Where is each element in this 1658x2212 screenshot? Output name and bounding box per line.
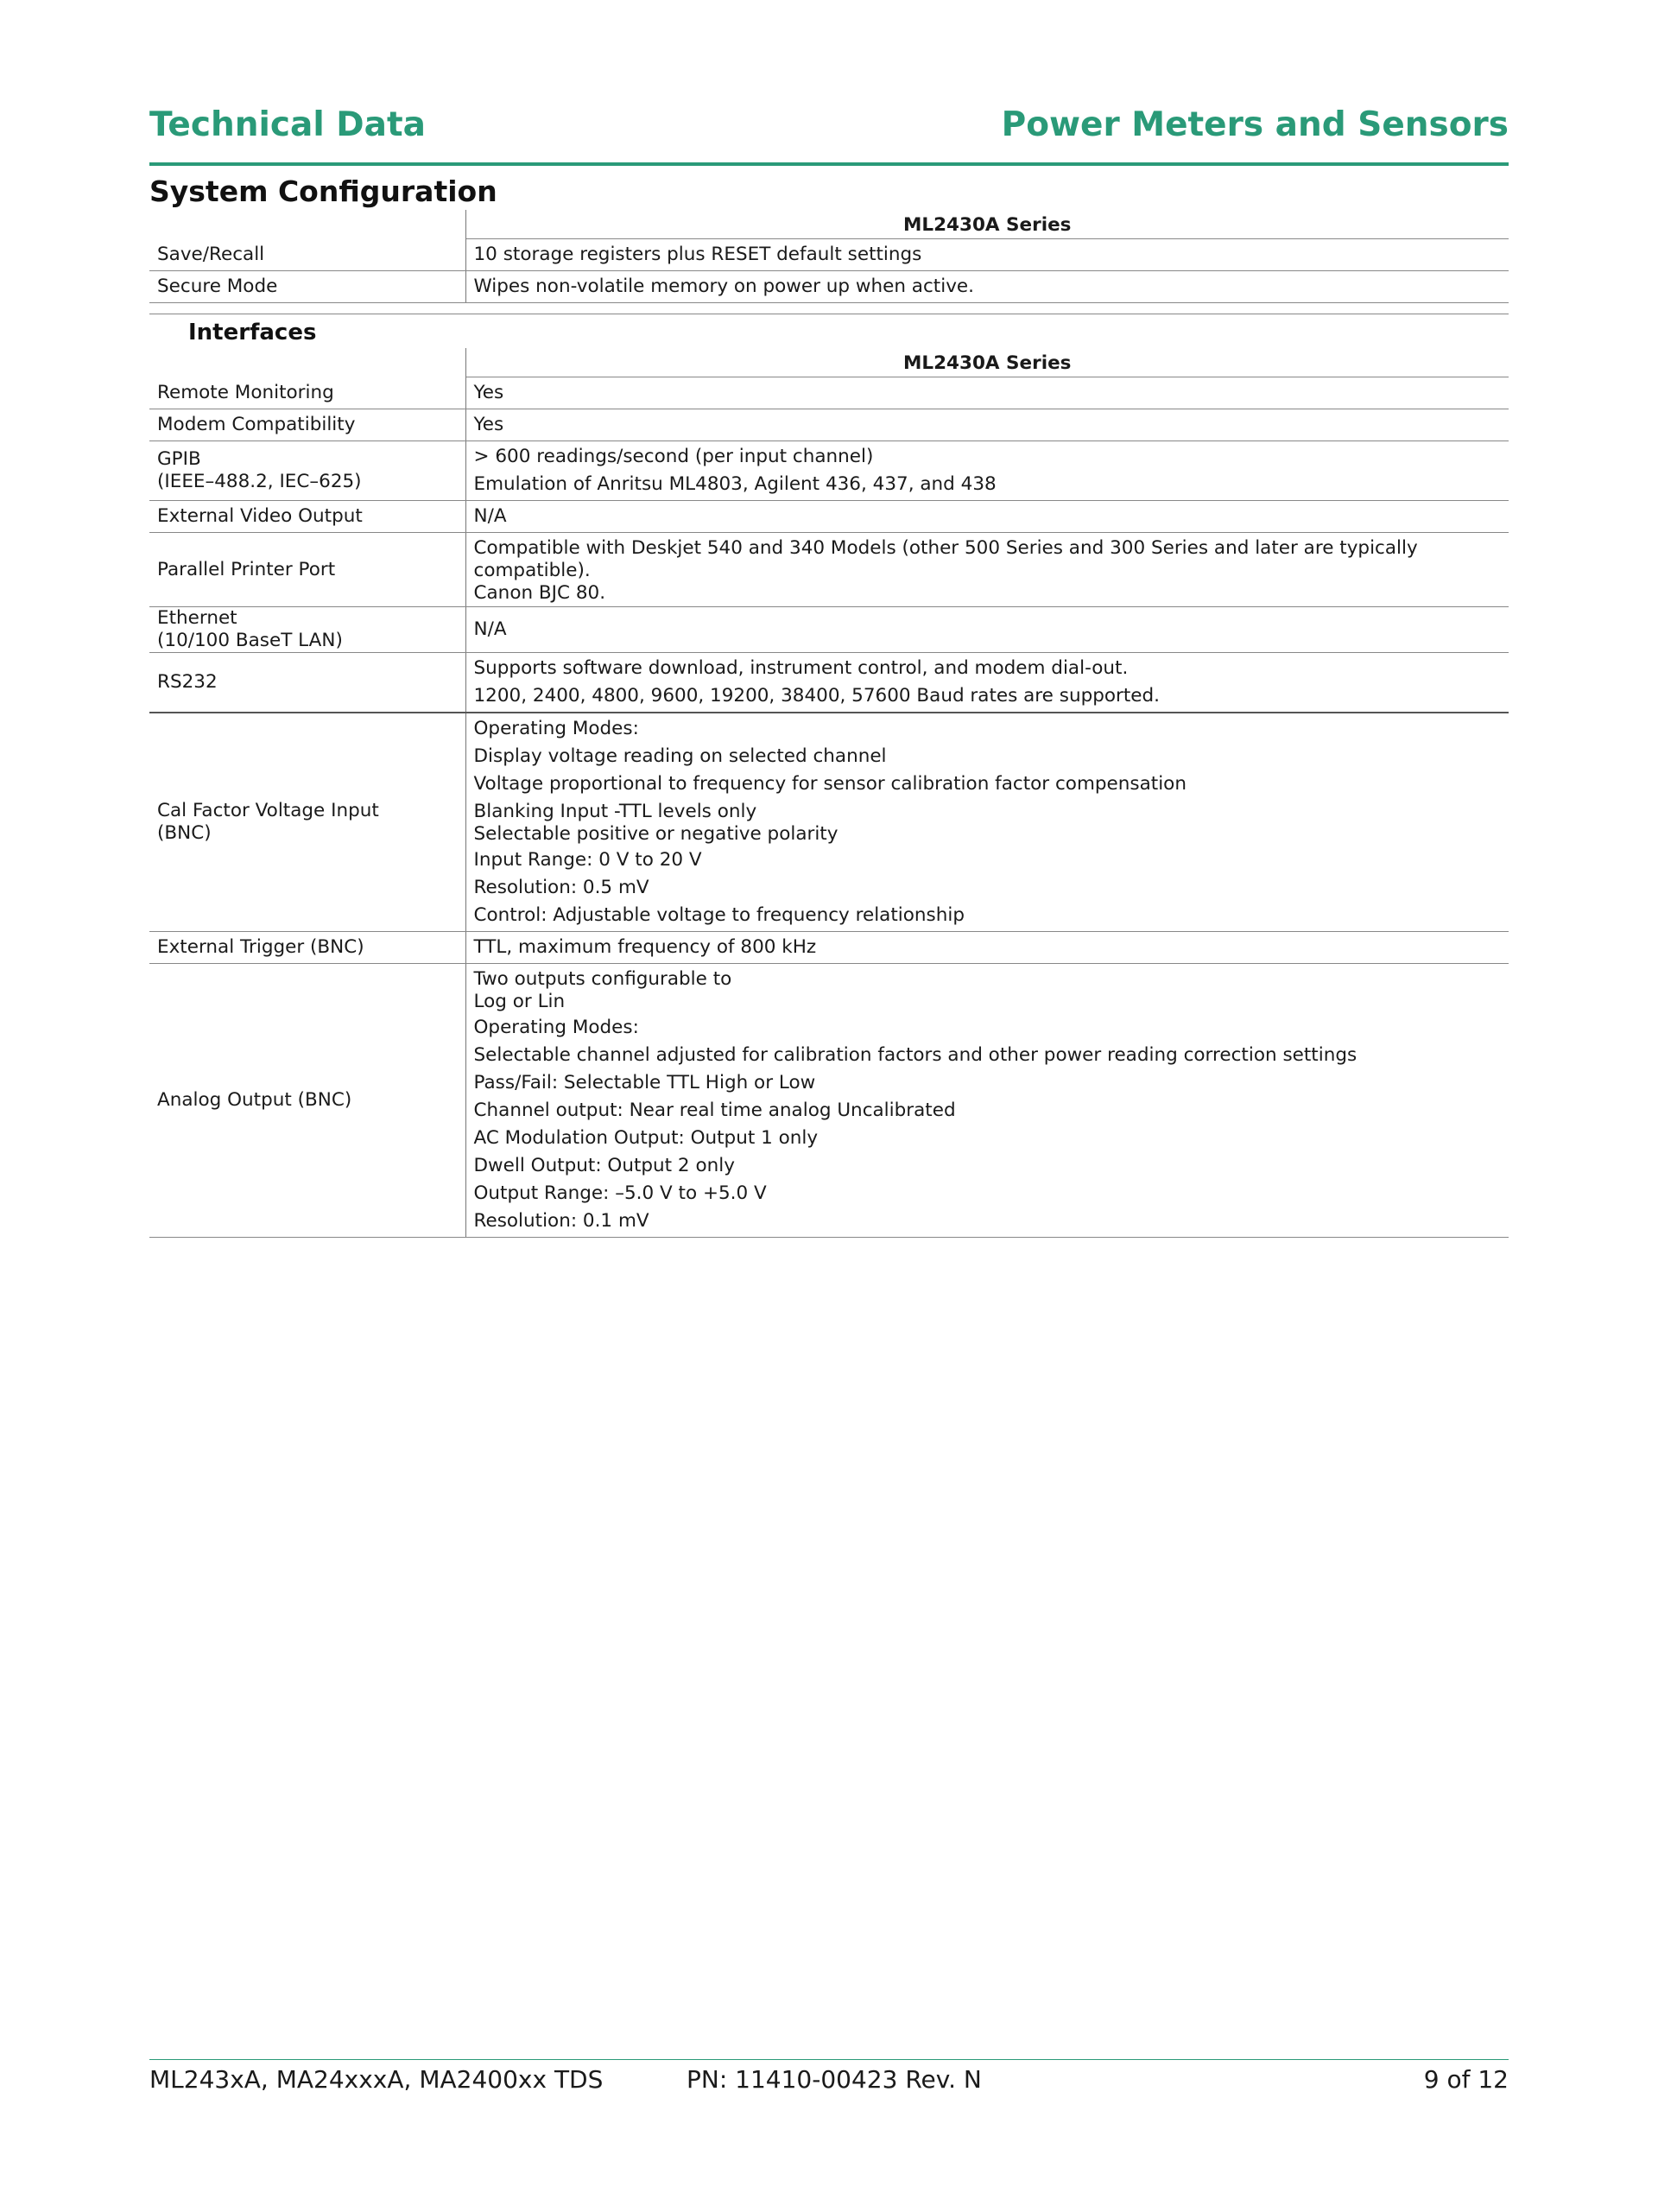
- table-row: [149, 713, 1509, 932]
- value-line: Compatible with Deskjet 540 and 340 Models (other 500 Series and 300 Series and later are typically compatible). Canon BJC 80.: [473, 537, 1418, 604]
- value-line: Resolution: 0.5 mV: [473, 877, 649, 898]
- row-value: [465, 271, 1509, 303]
- value-line: Output Range: –5.0 V to +5.0 V: [473, 1182, 767, 1204]
- value-line: Selectable channel adjusted for calibration factors and other power reading correction settings: [473, 1044, 1357, 1066]
- footer-part-number: PN: 11410-00423 Rev. N: [687, 2065, 982, 2094]
- footer-page-number: 9 of 12: [1423, 2065, 1509, 2094]
- row-value: [465, 607, 1509, 653]
- table-row: [149, 501, 1509, 533]
- value-line: Yes: [473, 414, 504, 435]
- row-label: RS232: [149, 653, 465, 713]
- header-empty-cell: [149, 348, 465, 377]
- row-label: External Trigger (BNC): [149, 932, 465, 964]
- row-label: Cal Factor Voltage Input (BNC): [149, 713, 465, 932]
- row-label: GPIB (IEEE–488.2, IEC–625): [149, 441, 465, 501]
- table-header-row: [149, 210, 1509, 239]
- value-line: N/A: [473, 618, 507, 640]
- column-header-series: ML2430A Series: [465, 348, 1509, 377]
- value-line: Control: Adjustable voltage to frequency relationship: [473, 904, 965, 926]
- table-row: [149, 441, 1509, 501]
- row-value: [465, 377, 1509, 409]
- row-value: [465, 409, 1509, 441]
- value-line: Input Range: 0 V to 20 V: [473, 849, 702, 871]
- table-row: [149, 653, 1509, 713]
- row-value: [465, 441, 1509, 501]
- table-row: [149, 932, 1509, 964]
- product-category-title: Power Meters and Sensors: [1001, 105, 1509, 144]
- section-title-interfaces: Interfaces: [188, 320, 317, 345]
- row-label: Secure Mode: [149, 271, 465, 303]
- table-header-row: [149, 348, 1509, 377]
- value-line: Voltage proportional to frequency for sensor calibration factor compensation: [473, 773, 1187, 795]
- table-row: [149, 271, 1509, 303]
- value-line: Emulation of Anritsu ML4803, Agilent 436, 437, and 438: [473, 473, 997, 495]
- value-line: Channel output: Near real time analog Uncalibrated: [473, 1100, 956, 1121]
- row-label: External Video Output: [149, 501, 465, 533]
- value-line: Resolution: 0.1 mV: [473, 1210, 649, 1232]
- value-line: N/A: [473, 505, 507, 527]
- row-value: [465, 501, 1509, 533]
- section-title-system-configuration: System Configuration: [149, 174, 497, 208]
- table-row: [149, 964, 1509, 1238]
- table-row: [149, 607, 1509, 653]
- value-line: 10 storage registers plus RESET default settings: [473, 244, 922, 265]
- row-label: Save/Recall: [149, 239, 465, 271]
- value-line: 1200, 2400, 4800, 9600, 19200, 38400, 57600 Baud rates are supported.: [473, 685, 1160, 707]
- row-label: Parallel Printer Port: [149, 533, 465, 607]
- value-line: Operating Modes:: [473, 718, 639, 739]
- table-row: [149, 377, 1509, 409]
- table-row: [149, 409, 1509, 441]
- row-value: [465, 964, 1509, 1238]
- value-line: Yes: [473, 382, 504, 403]
- value-line: AC Modulation Output: Output 1 only: [473, 1127, 819, 1149]
- row-value: [465, 653, 1509, 713]
- value-line: Blanking Input -TTL levels only Selectable positive or negative polarity: [473, 801, 838, 845]
- row-value: [465, 932, 1509, 964]
- value-line: Pass/Fail: Selectable TTL High or Low: [473, 1072, 816, 1093]
- value-line: TTL, maximum frequency of 800 kHz: [473, 936, 817, 958]
- row-value: [465, 533, 1509, 607]
- page-footer: [149, 2059, 1509, 2103]
- value-line: Wipes non-volatile memory on power up when active.: [473, 276, 974, 297]
- table-row: [149, 239, 1509, 271]
- row-label: Remote Monitoring: [149, 377, 465, 409]
- value-line: > 600 readings/second (per input channel): [473, 446, 874, 467]
- column-header-series: ML2430A Series: [465, 210, 1509, 239]
- footer-document-name: ML243xA, MA24xxxA, MA2400xx TDS: [149, 2065, 604, 2094]
- header-empty-cell: [149, 210, 465, 239]
- row-label: Ethernet (10/100 BaseT LAN): [149, 607, 465, 653]
- row-value: [465, 239, 1509, 271]
- row-label: Modem Compatibility: [149, 409, 465, 441]
- row-label: Analog Output (BNC): [149, 964, 465, 1238]
- row-value: [465, 713, 1509, 932]
- system-configuration-table: [149, 210, 1509, 303]
- interfaces-table: [149, 348, 1509, 1238]
- value-line: Operating Modes:: [473, 1017, 639, 1038]
- page-header: [149, 102, 1509, 166]
- value-line: Supports software download, instrument control, and modem dial-out.: [473, 657, 1129, 679]
- document-type-title: Technical Data: [149, 105, 426, 144]
- value-line: Two outputs configurable to Log or Lin: [473, 968, 732, 1012]
- value-line: Dwell Output: Output 2 only: [473, 1155, 735, 1176]
- value-line: Display voltage reading on selected channel: [473, 745, 887, 767]
- table-row: [149, 533, 1509, 607]
